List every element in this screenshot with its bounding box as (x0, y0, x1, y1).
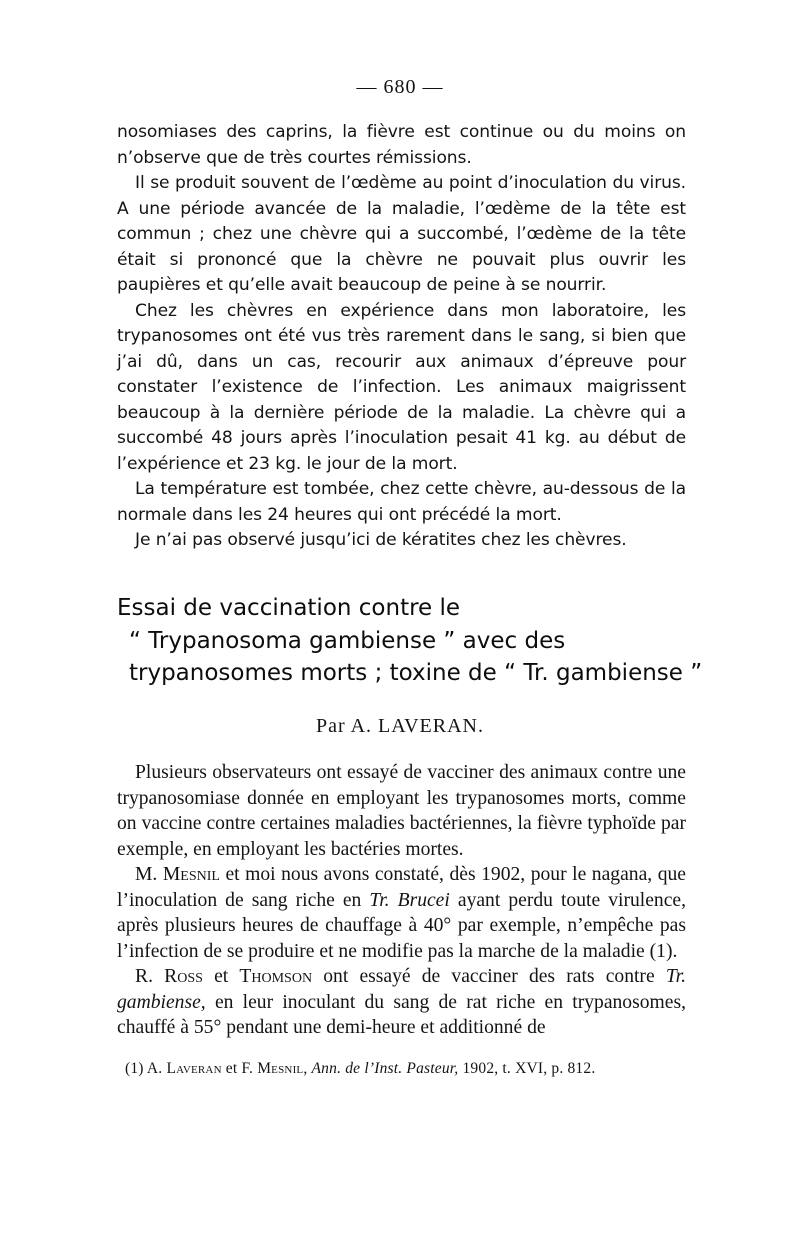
paragraph: Plusieurs observateurs ont essayé de vacciner des animaux contre une trypanosomiase donnée en employant les trypanosomes morts, comme on vaccine contre certaines maladies bactériennes, la fièvre typhoïde par exemple, en employant les bactéries mortes. (117, 762, 686, 860)
paragraph: Chez les chèvres en expérience dans mon laboratoire, les trypanosomes ont été vus très rarement dans le sang, si bien que j’ai dû, dans un cas, recourir aux animaux d’épreuve pour constater l’existence de l’infection. Les animaux maigrissent beaucoup à la dernière période de la maladie. La chèvre qui a succombé 48 jours après l’inoculation pesait 41 kg. au début de l’expérience et 23 kg. le jour de la mort. (117, 300, 686, 474)
title-line: trypanosomes morts ; toxine de “ Tr. gambiense ” (129, 660, 703, 686)
article-body (117, 760, 686, 1041)
journal-name: Ann. de l’Inst. Pasteur, (311, 1060, 459, 1077)
continuation-text (117, 120, 686, 554)
title-line: Essai de vaccination contre le (117, 595, 461, 621)
paragraph: nosomiases des caprins, la fièvre est continue ou du moins on n’observe que de très courtes rémissions. (117, 122, 686, 168)
paragraph: R. Ross et Thomson ont essayé de vacciner des rats contre Tr. gambiense, en leur inoculant du sang de rat riche en trypanosomes, chauffé à 55° pendant une demi-heure et additionné de (117, 966, 686, 1038)
author-name: Mesnil, (257, 1060, 308, 1077)
species-name: Tr. gambiense, (117, 966, 686, 1013)
page-number: — 680 — (356, 76, 444, 98)
paragraph: La température est tombée, chez cette chèvre, au-dessous de la normale dans les 24 heures qui ont précédé la mort. (117, 479, 686, 525)
footnote: (1) A. Laveran et F. Mesnil, Ann. de l’Inst. Pasteur, 1902, t. XVI, p. 812. (125, 1060, 596, 1077)
species-name: Tr. Brucei (369, 889, 450, 911)
author-name: Thomson (239, 966, 313, 987)
author-name: Laveran (166, 1060, 222, 1077)
paragraph: Il se produit souvent de l’œdème au point d’inoculation du virus. A une période avancée de la maladie, l’œdème de la tête est commun ; chez une chèvre qui a succombé, l’œdème de la tête était si prononcé que la chèvre ne pouvait plus ouvrir les paupières et qu’elle avait beaucoup de peine à se nourrir. (117, 173, 686, 295)
author-byline: Par A. LAVERAN. (316, 715, 484, 737)
paragraph: M. Mesnil et moi nous avons constaté, dès 1902, pour le nagana, que l’inoculation de sang riche en Tr. Brucei ayant perdu toute virulence, après plusieurs heures de chauffage à 40° par exemple, n’empêche pas l’infection de se produire et ne modifie pas la marche de la maladie (1). (117, 864, 686, 962)
author-name: Mesnil (162, 864, 220, 885)
author-name: Ross (164, 966, 203, 987)
article-title (117, 592, 717, 690)
title-line: “ Trypanosoma gambiense ” avec des (129, 627, 566, 654)
paragraph: Je n’ai pas observé jusqu’ici de kératites chez les chèvres. (135, 530, 627, 550)
